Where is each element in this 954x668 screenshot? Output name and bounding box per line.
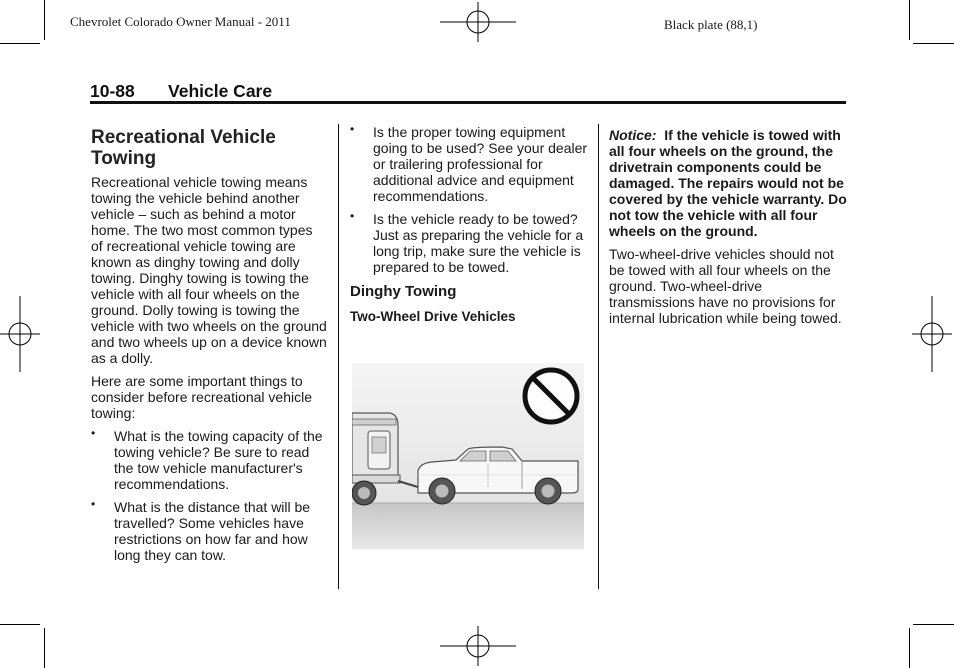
- list-item: • What is the towing capacity of the towing vehicle? Be sure to read the tow vehicle manufacturer's recommendations.: [91, 426, 323, 492]
- bullet-icon: •: [350, 122, 355, 136]
- list-item: • What is the distance that will be travelled? Some vehicles have restrictions on how far and how long they can tow.: [91, 497, 311, 563]
- crop-mark: [44, 628, 45, 668]
- towing-illustration: [352, 363, 584, 549]
- crop-mark: [913, 43, 954, 44]
- crop-mark: [0, 43, 40, 44]
- prohibited-icon: [525, 370, 577, 422]
- manual-title: Chevrolet Colorado Owner Manual - 2011: [70, 14, 291, 29]
- registration-mark-left: [0, 296, 40, 372]
- section-title: Vehicle Care: [168, 81, 273, 101]
- crop-mark: [0, 624, 40, 625]
- registration-mark-bottom: [440, 626, 516, 666]
- subheading-two-wheel-drive: Two-Wheel Drive Vehicles: [350, 309, 516, 324]
- notice-block: [609, 127, 849, 239]
- page-heading: [90, 81, 272, 102]
- bullet-icon: •: [350, 209, 355, 223]
- registration-mark-top: [440, 2, 516, 42]
- column-right: [609, 127, 849, 333]
- header-rule: [90, 101, 846, 104]
- crop-mark: [909, 0, 910, 40]
- plate-label: Black plate (88,1): [664, 17, 758, 32]
- crop-mark: [44, 0, 45, 40]
- column-divider: [338, 124, 339, 589]
- registration-mark-right: [912, 296, 952, 372]
- intro-paragraph: Recreational vehicle towing means towing the vehicle behind another vehicle – such as behind a motor home. The two most common types of recreational vehicle towing are known as dinghy towing and dolly towing. Dinghy towing is towing the vehicle with all four wheels on the ground. Dolly towing is towing the vehicle with two wheels on the ground and two wheels up on a device known as a dolly.: [91, 174, 327, 366]
- list-item: • Is the proper towing equipment going to be used? See your dealer or trailering professional for additional advice and equipment recommendations.: [350, 122, 588, 204]
- two-wheel-drive-paragraph: Two-wheel-drive vehicles should not be towed with all four wheels on the ground. Two-wheel-drive transmissions have no provisions for internal lubrication while being towed.: [609, 246, 842, 326]
- considerations-paragraph: Here are some important things to consider before recreational vehicle towing:: [91, 373, 313, 421]
- bullet-icon: •: [91, 426, 96, 440]
- notice-label: Notice:: [609, 127, 657, 143]
- page-number: 10-88: [90, 81, 135, 101]
- list-item: • Is the vehicle ready to be towed? Just as preparing the vehicle for a long trip, make sure the vehicle is prepared to be towed.: [350, 209, 584, 275]
- bullet-list: [350, 124, 588, 275]
- notice-text: If the vehicle is towed with all four wheels on the ground, the drivetrain components could be damaged. The repairs would not be covered by the vehicle warranty. Do not tow the vehicle with all four wheels on the ground.: [609, 127, 847, 239]
- section-heading: Recreational Vehicle Towing: [91, 127, 276, 169]
- column-left: [91, 124, 327, 570]
- bullet-icon: •: [91, 497, 96, 511]
- crop-mark: [913, 624, 954, 625]
- subheading-dinghy-towing: Dinghy Towing: [350, 283, 457, 300]
- bullet-list: [91, 428, 327, 563]
- crop-mark: [909, 628, 910, 668]
- column-middle: [350, 124, 588, 337]
- column-divider: [598, 124, 599, 589]
